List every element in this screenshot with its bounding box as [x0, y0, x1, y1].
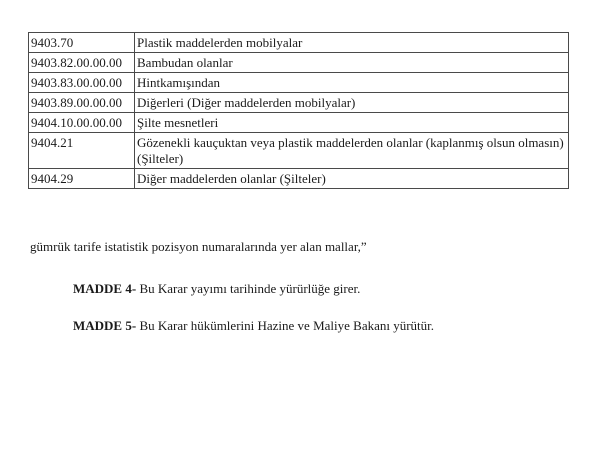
- article-4-text: Bu Karar yayımı tarihinde yürürlüğe girer.: [136, 281, 361, 296]
- table-row: [29, 93, 569, 113]
- table-row: [29, 113, 569, 133]
- article-4-label: MADDE 4-: [73, 281, 137, 296]
- article-5: [73, 318, 434, 334]
- tariff-description: Diğer maddelerden olanlar (Şilteler): [135, 169, 569, 189]
- tariff-description: Gözenekli kauçuktan veya plastik maddelerden olanlar (kaplanmış olsun olmasın) (Şilteler): [135, 133, 569, 169]
- table-row: [29, 73, 569, 93]
- article-5-label: MADDE 5-: [73, 318, 137, 333]
- tariff-description: Plastik maddelerden mobilyalar: [135, 33, 569, 53]
- table-row: [29, 169, 569, 189]
- tariff-code: 9404.29: [29, 169, 135, 189]
- table-row: [29, 53, 569, 73]
- article-4: [73, 281, 360, 297]
- tariff-description: Diğerleri (Diğer maddelerden mobilyalar): [135, 93, 569, 113]
- tariff-table: [28, 32, 569, 189]
- tariff-description: Bambudan olanlar: [135, 53, 569, 73]
- tariff-code: 9404.10.00.00.00: [29, 113, 135, 133]
- table-row: [29, 33, 569, 53]
- table-row: [29, 133, 569, 169]
- tariff-code: 9404.21: [29, 133, 135, 169]
- article-5-text: Bu Karar hükümlerini Hazine ve Maliye Bakanı yürütür.: [136, 318, 435, 333]
- tariff-code: 9403.82.00.00.00: [29, 53, 135, 73]
- tariff-description: Şilte mesnetleri: [135, 113, 569, 133]
- tariff-code: 9403.70: [29, 33, 135, 53]
- tariff-description: Hintkamışından: [135, 73, 569, 93]
- tariff-code: 9403.83.00.00.00: [29, 73, 135, 93]
- closing-paragraph: gümrük tarife istatistik pozisyon numaralarında yer alan mallar,”: [30, 239, 367, 254]
- tariff-code: 9403.89.00.00.00: [29, 93, 135, 113]
